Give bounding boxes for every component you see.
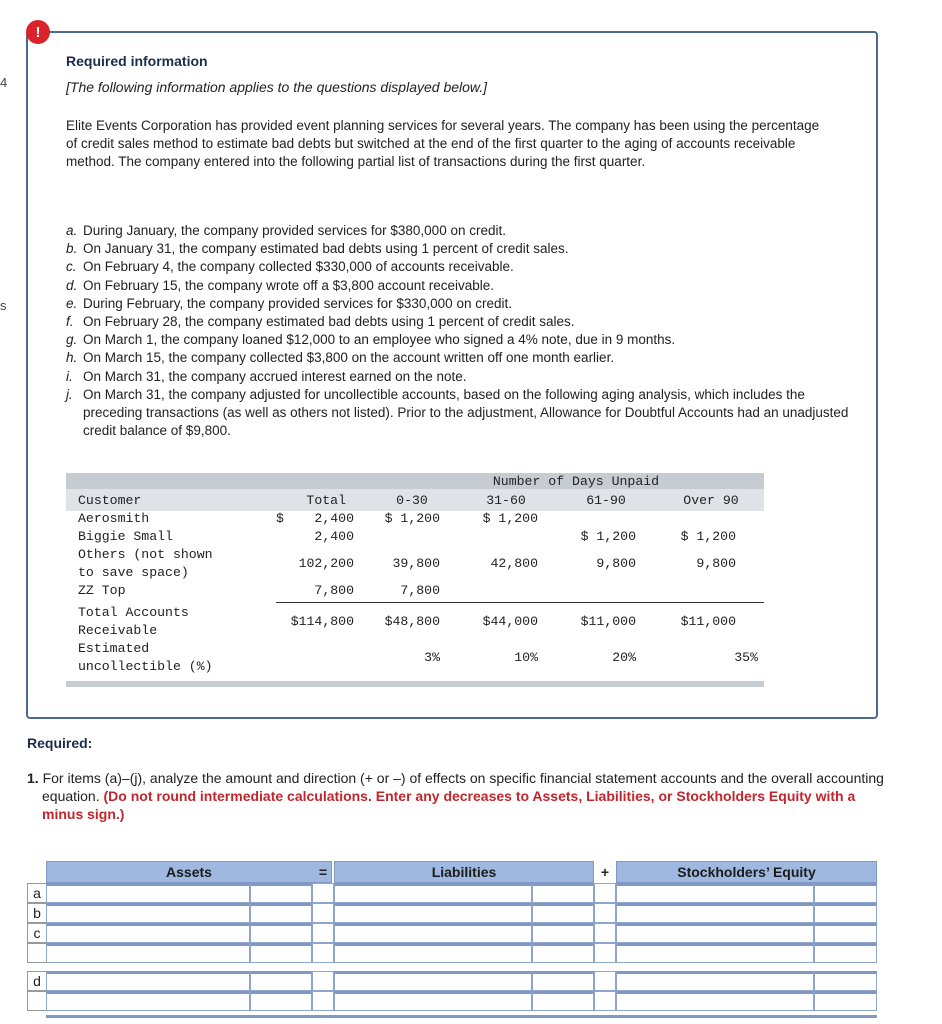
column-header: Customer <box>78 493 142 508</box>
transaction-item: i. On March 31, the company accrued interest earned on the note. <box>66 368 467 384</box>
transaction-list <box>66 222 866 440</box>
customer-name: Biggie Small <box>78 529 173 544</box>
assets-account-input[interactable] <box>46 943 250 963</box>
equity-account-input[interactable] <box>616 991 814 1011</box>
question-instruction: (Do not round intermediate calculations. Enter any decreases to Assets, Liabilities, or Stockholders Equity with a minus sign.) <box>42 788 856 822</box>
question-number: 1. <box>27 770 39 786</box>
question-text: For items (a)–(j), analyze the amount and direction (+ or –) of effects on specific financial statement accounts and the overall accounting equation. <box>42 770 884 804</box>
bucket-value: $11,000 <box>580 614 636 629</box>
row-label: Estimated <box>78 641 150 656</box>
total-value: 7,800 <box>314 583 354 598</box>
assets-header: Assets <box>46 861 332 883</box>
assets-account-input[interactable] <box>46 883 250 903</box>
equity-amount-input[interactable] <box>814 943 877 963</box>
required-instructions <box>27 769 887 823</box>
customer-name: to save space) <box>78 565 189 580</box>
transaction-item: j. On March 31, the company adjusted for uncollectible accounts, based on the following aging analysis, which includes the preceding transactions (as well as others not listed). Prior to the adjustment, Allowance for Doubtful Accounts had an unadjusted credit balance of $9,800. <box>66 386 849 439</box>
bucket-value: 42,800 <box>490 556 538 571</box>
assets-account-input[interactable] <box>46 923 250 943</box>
equity-account-input[interactable] <box>616 971 814 991</box>
column-header: 0-30 <box>396 493 428 508</box>
bucket-value: $ 1,200 <box>384 511 440 526</box>
liabilities-amount-input[interactable] <box>532 943 594 963</box>
liabilities-amount-input[interactable] <box>532 923 594 943</box>
row-label: b <box>27 903 46 923</box>
equity-amount-input[interactable] <box>814 991 877 1011</box>
equity-account-input[interactable] <box>616 943 814 963</box>
bucket-value: $44,000 <box>482 614 538 629</box>
plus-cell <box>594 991 616 1011</box>
transaction-item: f. On February 28, the company estimated bad debts using 1 percent of credit sales. <box>66 314 575 330</box>
edge-mark: s <box>0 298 7 313</box>
plus-cell <box>594 903 616 923</box>
row-label: c <box>27 923 46 943</box>
assets-amount-input[interactable] <box>250 943 312 963</box>
table-bottom-rule <box>46 1015 877 1018</box>
assets-amount-input[interactable] <box>250 923 312 943</box>
bucket-value: 7,800 <box>400 583 440 598</box>
equals-cell <box>312 943 334 963</box>
assets-amount-input[interactable] <box>250 883 312 903</box>
transaction-item: h. On March 15, the company collected $3,800 on the account written off one month earlier. <box>66 350 615 366</box>
bucket-value: 9,800 <box>696 556 736 571</box>
equity-amount-input[interactable] <box>814 903 877 923</box>
equals-cell <box>312 883 334 903</box>
bucket-value: 9,800 <box>596 556 636 571</box>
column-header: Over 90 <box>683 493 739 508</box>
column-header: 61-90 <box>586 493 626 508</box>
bucket-value: $48,800 <box>384 614 440 629</box>
liabilities-account-input[interactable] <box>334 903 532 923</box>
equals-cell <box>312 991 334 1011</box>
equity-header: Stockholders’ Equity <box>616 861 877 883</box>
plus-sign: + <box>594 861 616 883</box>
rate-value: 35% <box>734 650 758 665</box>
assets-amount-input[interactable] <box>250 991 312 1011</box>
equals-cell <box>312 903 334 923</box>
column-header: Total <box>306 493 346 508</box>
required-label: Required: <box>27 735 93 751</box>
bucket-value: $ 1,200 <box>580 529 636 544</box>
equals-cell <box>312 923 334 943</box>
assets-account-input[interactable] <box>46 991 250 1011</box>
liabilities-account-input[interactable] <box>334 971 532 991</box>
group-header: Number of Days Unpaid <box>492 474 660 489</box>
equity-account-input[interactable] <box>616 903 814 923</box>
dollar-sign: $ <box>276 511 284 526</box>
total-rule <box>276 602 764 603</box>
plus-cell <box>594 971 616 991</box>
info-title: Required information <box>66 53 208 69</box>
liabilities-account-input[interactable] <box>334 923 532 943</box>
rate-value: 20% <box>612 650 636 665</box>
equals-sign: = <box>318 864 328 880</box>
liabilities-amount-input[interactable] <box>532 903 594 923</box>
answer-rows <box>27 883 877 1024</box>
row-label <box>27 943 46 963</box>
liabilities-account-input[interactable] <box>334 883 532 903</box>
row-label: uncollectible (%) <box>78 659 213 674</box>
footer-shade <box>66 681 764 687</box>
transaction-item: c. On February 4, the company collected $330,000 of accounts receivable. <box>66 259 514 275</box>
liabilities-account-input[interactable] <box>334 943 532 963</box>
equity-amount-input[interactable] <box>814 971 877 991</box>
liabilities-header: Liabilities <box>334 861 594 883</box>
row-label: a <box>27 883 46 903</box>
customer-name: ZZ Top <box>78 583 126 598</box>
column-header: 31-60 <box>486 493 526 508</box>
row-label: Total Accounts <box>78 605 189 620</box>
bucket-value: $11,000 <box>680 614 736 629</box>
rate-value: 3% <box>424 650 440 665</box>
total-value: 2,400 <box>314 529 354 544</box>
equals-cell <box>312 971 334 991</box>
assets-amount-input[interactable] <box>250 971 312 991</box>
equity-amount-input[interactable] <box>814 923 877 943</box>
customer-name: Others (not shown <box>78 547 213 562</box>
required-information-box <box>26 31 878 719</box>
edge-mark: 4 <box>0 75 8 90</box>
customer-name: Aerosmith <box>78 511 150 526</box>
total-value: 2,400 <box>314 511 354 526</box>
info-note: [The following information applies to the questions displayed below.] <box>66 79 488 95</box>
plus-cell <box>594 943 616 963</box>
bucket-value: $ 1,200 <box>680 529 736 544</box>
plus-cell <box>594 883 616 903</box>
liabilities-amount-input[interactable] <box>532 883 594 903</box>
row-label: Receivable <box>78 623 158 638</box>
liabilities-amount-input[interactable] <box>532 971 594 991</box>
equity-account-input[interactable] <box>616 923 814 943</box>
equity-amount-input[interactable] <box>814 883 877 903</box>
total-value: $114,800 <box>290 614 354 629</box>
alert-icon: ! <box>26 20 50 44</box>
row-label: d <box>27 971 46 991</box>
transaction-item: a. During January, the company provided services for $380,000 on credit. <box>66 223 506 238</box>
transaction-item: e. During February, the company provided services for $330,000 on credit. <box>66 295 512 311</box>
aging-table <box>66 473 764 693</box>
assets-account-input[interactable] <box>46 903 250 923</box>
assets-account-input[interactable] <box>46 971 250 991</box>
info-paragraph: Elite Events Corporation has provided event planning services for several years. The company has been using the percentage of credit sales method to estimate bad debts but switched at the end of the first quarter to the aging of accounts receivable method. The company entered into the following partial list of transactions during the first quarter. <box>66 118 820 169</box>
liabilities-account-input[interactable] <box>334 991 532 1011</box>
row-label <box>27 991 46 1011</box>
assets-amount-input[interactable] <box>250 903 312 923</box>
equity-account-input[interactable] <box>616 883 814 903</box>
transaction-item: g. On March 1, the company loaned $12,000 to an employee who signed a 4% note, due in 9 months. <box>66 332 676 348</box>
total-value: 102,200 <box>298 556 354 571</box>
plus-cell <box>594 923 616 943</box>
transaction-item: d. On February 15, the company wrote off a $3,800 account receivable. <box>66 277 494 293</box>
rate-value: 10% <box>514 650 538 665</box>
bucket-value: $ 1,200 <box>482 511 538 526</box>
liabilities-amount-input[interactable] <box>532 991 594 1011</box>
bucket-value: 39,800 <box>392 556 440 571</box>
transaction-item: b. On January 31, the company estimated bad debts using 1 percent of credit sales. <box>66 241 569 257</box>
